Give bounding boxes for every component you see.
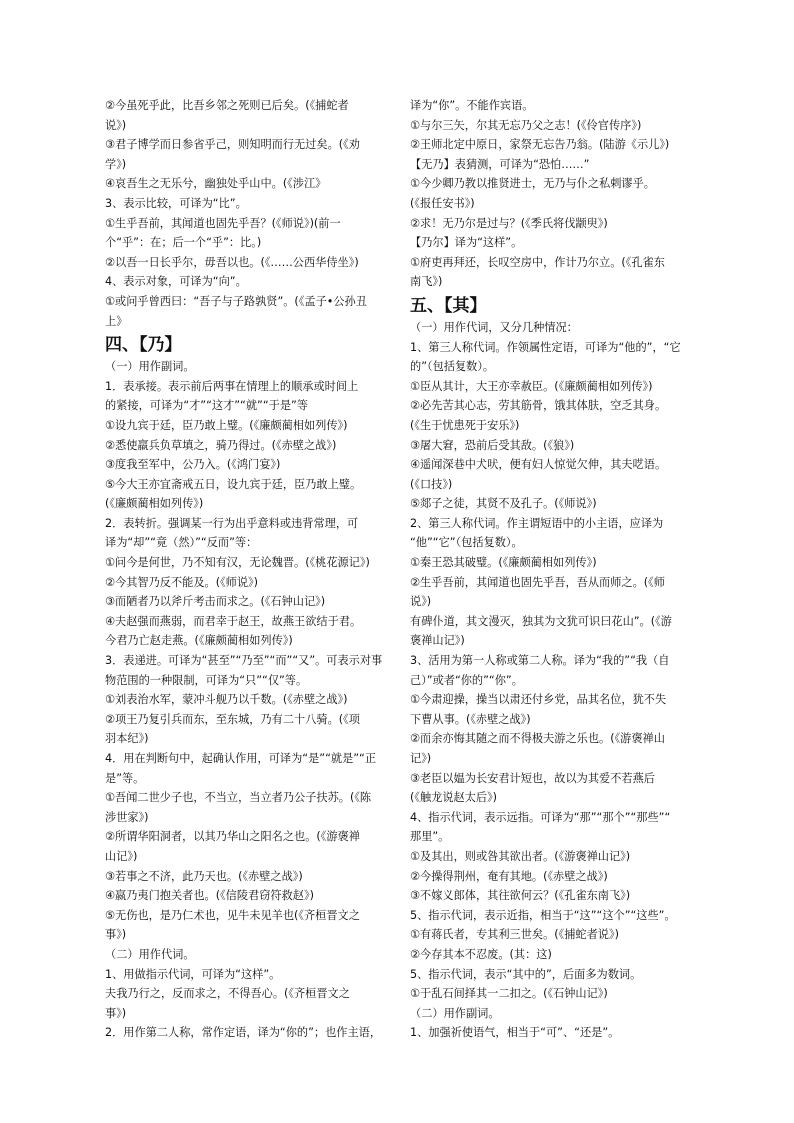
text-line: 2．用作第二人称，常作定语，译为“你的”；也作主语， — [105, 1026, 382, 1040]
text-line: 物范围的一种限制，可译为“只”“仅”等。 — [105, 673, 308, 687]
text-line: ①刘表治水军，蒙冲斗舰乃以千数。(《赤壁之战》) — [105, 693, 348, 707]
text-line: 夫我乃行之，反而求之，不得吾心。(《齐桓晋文之 — [105, 987, 350, 1001]
text-line: 今君乃亡赵走燕。(《廉颇蔺相如列传》) — [105, 634, 293, 648]
text-line: 3、活用为第一人称或第二人称。译为“我的”“我（自 — [410, 654, 670, 668]
text-line: 说》) — [410, 595, 432, 609]
text-line: 2、第三人称代词。作主谓短语中的小主语，应译为 — [410, 516, 664, 530]
text-line: ③若事之不济，此乃天也。(《赤壁之战》) — [105, 869, 303, 883]
text-line: ⑤今大王亦宜斋戒五日，设九宾于廷，臣乃敢上璧。 — [105, 477, 362, 491]
text-line: 上》 — [105, 314, 128, 328]
text-line: ④哀吾生之无乐兮，幽独处乎山中。(《涉江》 — [105, 177, 327, 191]
text-line: 4．用在判断句中，起确认作用，可译为“是”“就是”“正 — [105, 752, 377, 765]
text-line: ③屠大窘，恐前后受其敌。(《狼》) — [410, 438, 575, 452]
text-line: 那里”。 — [410, 830, 450, 844]
text-line: 是”等。 — [105, 771, 145, 785]
text-line: ③君子博学而日参省乎己，则知明而行无过矣。(《劝 — [105, 138, 360, 152]
text-line: ②今操得荆州，奄有其地。(《赤壁之战》) — [410, 869, 608, 883]
text-line: ①今少卿乃教以推贤进士，无乃与仆之私剌谬乎。 — [410, 177, 655, 191]
text-line: ①或问乎曾西曰：“吾子与子路孰贤”。(《孟子•公孙丑 — [105, 294, 367, 308]
text-line: 1、加强祈使语气，相当于“可”、“还是”。 — [410, 1026, 620, 1040]
text-line: ②今其智乃反不能及。(《师说》) — [105, 575, 258, 589]
text-line: ①问今是何世，乃不知有汉，无论魏晋。(《桃花源记》) — [105, 556, 370, 570]
text-line: 4、指示代词，表示远指。可译为“那”“那个”“那些”“ — [410, 810, 671, 824]
text-line: ⑤无伤也，是乃仁术也，见牛未见羊也(《齐桓晋文之 — [105, 908, 360, 922]
text-line: (《报任安书》) — [410, 196, 475, 210]
text-line: 2．表转折。强调某一行为出乎意料或违背常理，可 — [105, 516, 359, 530]
text-line: ②以吾一日长乎尔，毋吾以也。(《……公西华侍坐》) — [105, 255, 359, 269]
text-line: ①有蒋氏者，专其利三世矣。(《捕蛇者说》) — [410, 928, 619, 942]
text-line: ②王师北定中原日，家祭无忘告乃翁。(陆游《示儿》) — [410, 138, 670, 152]
text-line: 己）”或者“你的”“你”。 — [410, 673, 523, 687]
text-line: ④夫赵强而燕弱，而君幸于赵王，故燕王欲结于君。 — [105, 614, 362, 628]
text-line: ①今肃迎操，操当以肃还付乡党，品其名位，犹不失 — [410, 693, 667, 707]
text-line: ①府吏再拜还，长叹空房中，作计乃尔立。(《孔雀东 — [410, 255, 665, 269]
text-line: ③老臣以媪为长安君计短也，故以为其爱不若燕后 — [410, 771, 655, 785]
text-line: ①吾闻二世少子也，不当立，当立者乃公子扶苏。(《陈 — [105, 791, 372, 805]
text-line: 学》) — [105, 157, 127, 171]
text-line: 4、表示对象，可译为“向”。 — [105, 275, 247, 289]
text-line: ③度我至军中，公乃入。(《鸿门宴》) — [105, 458, 281, 472]
text-line: 1．表承接。表示前后两事在情理上的顺承或时间上 — [105, 379, 359, 393]
text-line: 5、指示代词，表示“其中的”，后面多为数词。 — [410, 967, 642, 981]
text-line: 羽本纪》) — [105, 732, 149, 746]
text-line: ②必先苦其心志，劳其筋骨，饿其体肤，空乏其身。 — [410, 399, 667, 413]
text-line: ②今虽死乎此，比吾乡邻之死则已后矣。(《捕蛇者 — [105, 99, 349, 112]
text-line: （一）用作副词。 — [105, 360, 195, 374]
text-line: 下曹从事。(《赤壁之战》) — [410, 712, 531, 726]
text-line: 1、用做指示代词，可译为“这样”。 — [105, 967, 281, 981]
text-line: 【乃尔】译为“这样”。 — [410, 236, 523, 250]
text-line: (《口技》) — [410, 477, 453, 491]
text-line: (《生于忧患死于安乐》) — [410, 418, 520, 432]
text-line: 3．表递进。可译为“甚至”“乃至”“而”“又”。可表示对事 — [105, 654, 383, 668]
text-line: （二）用作代词。 — [105, 947, 195, 961]
text-line: （一）用作代词，又分几种情况： — [410, 320, 578, 334]
text-line: 1、第三人称代词。作领属性定语，可译为“他的”，“它 — [410, 340, 681, 354]
text-line: ④遥闻深巷中犬吠，便有妇人惊觉欠伸，其夫呓语。 — [410, 458, 667, 472]
text-line: ②生乎吾前，其闻道也固先乎吾，吾从而师之。(《师 — [410, 575, 665, 589]
text-line: ①秦王恐其破璧。(《廉颇蔺相如列传》) — [410, 556, 597, 570]
text-line: 山记》) — [105, 849, 138, 863]
text-line: 有碑仆道，其文漫灭，独其为文犹可识曰花山”。(《游 — [410, 614, 672, 628]
text-line: ②今存其本不忍废。(其：这) — [410, 947, 552, 961]
text-line: 【无乃】表猜测，可译为“恐怕……” — [410, 157, 590, 171]
text-line: 涉世家》) — [105, 810, 149, 824]
text-line: 译为“你”。不能作宾语。 — [410, 99, 534, 112]
text-line: ①生乎吾前，其闻道也固先乎吾？(《师说》)(前一 — [105, 216, 341, 230]
text-line: 个“乎”：在；后一个“乎”：比。) — [105, 236, 262, 250]
section-heading: 五、【其】 — [410, 295, 487, 316]
text-line: 说》) — [105, 118, 127, 132]
text-line: ②悉使羸兵负草填之，骑乃得过。(《赤壁之战》) — [105, 438, 337, 452]
text-line: ②求！无乃尔是过与？(《季氏将伐颛臾》) — [410, 216, 608, 230]
text-line: (《触龙说赵太后》) — [410, 791, 498, 805]
text-line: “他”“它”（包括复数）。 — [410, 536, 523, 550]
text-line: 事》) — [105, 928, 127, 942]
text-line: 褒禅山记》) — [410, 634, 465, 648]
text-line: 3、表示比较，可译为“比”。 — [105, 196, 247, 210]
text-line: 的”（包括复数）。 — [410, 360, 495, 374]
text-line: 译为“却”“竟（然）”“反而”等： — [105, 536, 258, 550]
text-line: ①及其出，则或咎其欲出者。(《游褒禅山记》) — [410, 849, 631, 863]
section-heading: 四、【乃】 — [105, 335, 182, 356]
text-line: 的紧接，可译为“才”“这才”“就”“于是”等 — [105, 399, 308, 413]
text-line: 南飞》) — [410, 275, 443, 289]
text-line: ①设九宾于廷，臣乃敢上璧。(《廉颇蔺相如列传》) — [105, 418, 348, 432]
text-line: ②所谓华阳洞者，以其乃华山之阳名之也。(《游褒禅 — [105, 830, 360, 844]
text-line: (《廉颇蔺相如列传》) — [105, 497, 204, 511]
text-line: 记》) — [410, 752, 432, 765]
right-column — [410, 96, 710, 1043]
left-column — [105, 96, 405, 1043]
text-line: ④嬴乃夷门抱关者也。(《信陵君窃符救赵》) — [105, 889, 314, 903]
text-line: ②项王乃复引兵而东，至东城，乃有二十八骑。(《项 — [105, 712, 360, 726]
text-line: ②而余亦悔其随之而不得极夫游之乐也。(《游褒禅山 — [410, 732, 665, 746]
text-line: ①于乱石间择其一二扣之。(《石钟山记》) — [410, 987, 608, 1001]
text-line: （二）用作副词。 — [410, 1006, 500, 1020]
text-line: ①与尔三矢，尔其无忘乃父之志！(《伶官传序》) — [410, 118, 642, 132]
text-line: ①臣从其计，大王亦幸赦臣。(《廉颇蔺相如列传》) — [410, 379, 653, 393]
text-line: 5、指示代词，表示近指，相当于“这”“这个”“这些”。 — [410, 908, 676, 922]
text-line: ③而陋者乃以斧斤考击而求之。(《石钟山记》) — [105, 595, 326, 609]
text-line: ⑤郯子之徒，其贤不及孔子。(《师说》) — [410, 497, 597, 511]
text-line: ③不嫁义郎体，其往欲何云？(《孔雀东南飞》) — [410, 889, 631, 903]
text-line: 事》) — [105, 1006, 127, 1020]
